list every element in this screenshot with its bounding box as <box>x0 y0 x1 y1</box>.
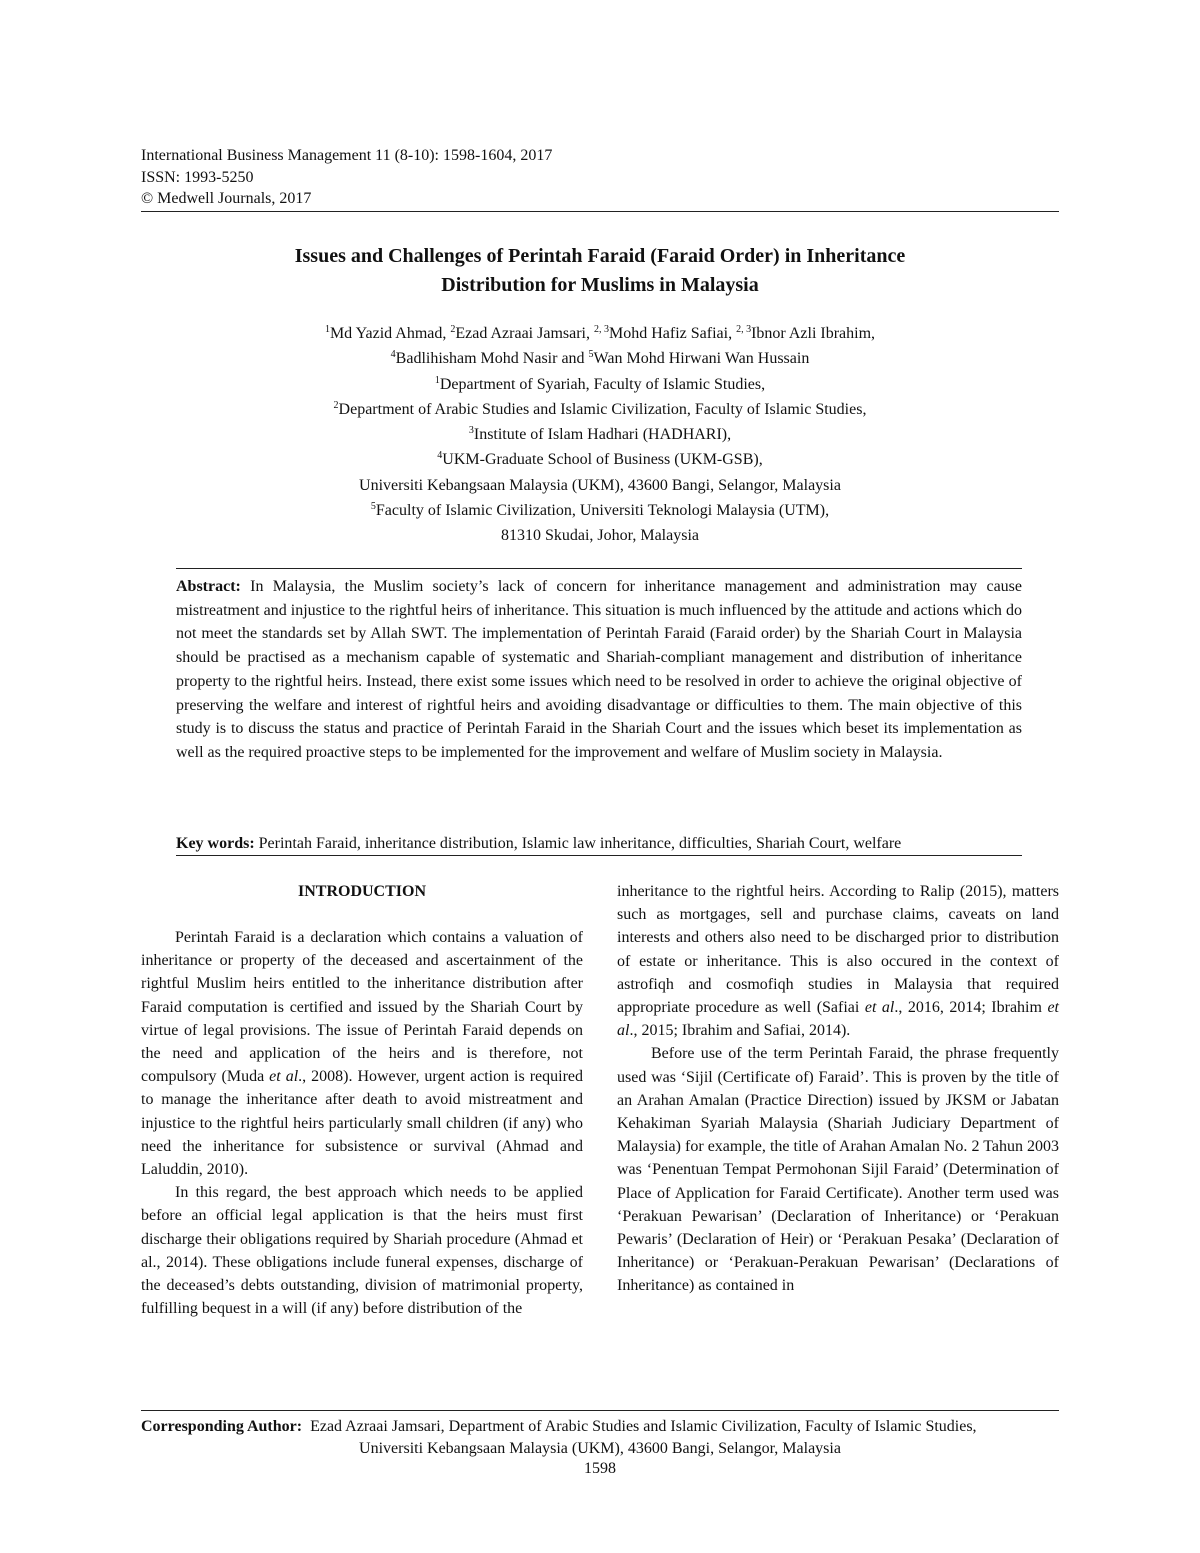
footer-line-2: Universiti Kebangsaan Malaysia (UKM), 43600 Bangi, Selangor, Malaysia <box>359 1440 841 1457</box>
author-name: Badlihisham Mohd Nasir and <box>395 350 589 368</box>
affil-text: UKM-Graduate School of Business (UKM-GSB), <box>442 451 763 469</box>
intro-paragraph-2: In this regard, the best approach which needs to be applied before an official legal application is that the heirs must first discharge their obligations required by Shariah procedure (Ahmad et al., 2014). These obligations include funeral expenses, discharge of the deceased’s debts outstanding, division of matrimonial property, fulfilling bequest in a will (if any) before distribution of the <box>141 1184 583 1318</box>
author-sup: 2, 3 <box>736 324 752 335</box>
footer-rule <box>141 1410 1059 1411</box>
text-run: Perintah Faraid is a declaration which contains a valuation of inheritance or property of the deceased and ascertainment of the rightful Muslim heirs entitled to the inheritance distribution after Faraid computation is certified and issued by the Shariah Court by virtue of legal provisions. The issue of Perintah Faraid depends on the need and application of the heirs and is therefore, not compulsory (Muda <box>141 929 583 1086</box>
right-column <box>617 880 1059 1298</box>
author-sup: 5 <box>588 349 594 361</box>
text-run: ., 2016, 2014; Ibrahim <box>894 999 1048 1017</box>
affil-sup: 4 <box>437 450 443 462</box>
affiliation-5 <box>150 498 1050 523</box>
journal-copyright: © Medwell Journals, 2017 <box>141 190 312 207</box>
keywords-label: Key words: <box>176 835 255 852</box>
author-name: Mohd Hafiz Safiai, <box>609 325 737 342</box>
abstract-top-rule <box>176 568 1022 569</box>
author-name: Wan Mohd Hirwani Wan Hussain <box>593 350 810 368</box>
corresponding-author <box>141 1416 1059 1460</box>
author-sup: 2, 3 <box>594 324 609 335</box>
section-heading-introduction: INTRODUCTION <box>297 883 426 900</box>
author-block <box>150 321 1050 549</box>
corresponding-author-label: Corresponding Author: <box>141 1418 303 1435</box>
affiliation-4 <box>150 447 1050 472</box>
affil-sup: 5 <box>370 501 376 513</box>
affiliation-address: 81310 Skudai, Johor, Malaysia <box>500 527 699 545</box>
intro-paragraph-1 <box>141 926 583 1181</box>
author-sup: 4 <box>390 349 396 361</box>
journal-header <box>141 145 552 210</box>
authors-line-2 <box>150 346 1050 371</box>
page-number: 1598 <box>584 1460 616 1477</box>
keywords-text: Perintah Faraid, inheritance distribution, Islamic law inheritance, difficulties, Shariah Court, welfare <box>254 835 902 852</box>
footer-line-1 <box>141 1416 1059 1438</box>
text-run-italic: et al <box>617 999 1059 1040</box>
text-run: ., 2008). However, urgent action is required to manage the inheritance after death to avoid mistreatment and injustice to the rightful heirs particularly small children (if any) who need the inheritance for subsistence or survival (Ahmad and Laluddin, 2010). <box>141 1068 584 1179</box>
paper-title <box>150 242 1050 300</box>
abstract-text: In Malaysia, the Muslim society’s lack of concern for inheritance management and administration may cause mistreatment and injustice to the rightful heirs of inheritance. This situation is much influenced by the attitude and actions which do not meet the standards set by Allah SWT. The implementation of Perintah Faraid (Faraid order) by the Shariah Court in Malaysia should be practised as a mechanism capable of systematic and Shariah-compliant management and distribution of inheritance property to the rightful heirs. Instead, there exist some issues which need to be resolved in order to achieve the original objective of preserving the welfare and interest of rightful heirs and avoiding disadvantage or difficulties to them. The main objective of this study is to discuss the status and practice of Perintah Faraid in the Shariah Court and the issues which beset its implementation as well as the required proactive steps to be implemented for the improvement and welfare of Muslim society in Malaysia. <box>176 578 1022 761</box>
affil-text: Department of Syariah, Faculty of Islamic Studies, <box>439 375 766 393</box>
abstract-label: Abstract: <box>176 578 241 595</box>
affil-sup: 3 <box>468 425 474 437</box>
journal-issn: ISSN: 1993-5250 <box>141 168 254 186</box>
intro-paragraph-3 <box>617 880 1059 1042</box>
text-run: inheritance to the rightful heirs. According to Ralip (2015), matters such as mortgages, sell and purchase claims, caveats on land interests and others also need to be discharged prior to distribution of estate or inheritance. This is also occured in the context of astrofiqh and cosmofiqh studies in Malaysia that required appropriate procedure as well (Safiai <box>617 883 1059 1017</box>
text-run-italic: et al <box>864 999 895 1017</box>
affil-text: Faculty of Islamic Civilization, Universiti Teknologi Malaysia (UTM), <box>375 502 830 520</box>
affil-text: Institute of Islam Hadhari (HADHARI), <box>473 426 732 444</box>
title-line-1: Issues and Challenges of Perintah Faraid (Faraid Order) in Inheritance <box>294 245 906 267</box>
affiliation-university: Universiti Kebangsaan Malaysia (UKM), 43600 Bangi, Selangor, Malaysia <box>359 476 841 494</box>
keywords <box>176 834 1036 854</box>
corresponding-author-text: Ezad Azraai Jamsari, Department of Arabic Studies and Islamic Civilization, Faculty of Islamic Studies, <box>302 1418 977 1435</box>
authors-line-1 <box>150 321 1050 346</box>
affil-sup: 1 <box>434 374 440 386</box>
affiliation-1 <box>150 372 1050 397</box>
header-rule <box>141 211 1059 212</box>
author-sup: 1 <box>324 324 330 335</box>
journal-citation: International Business Management 11 (8-10): 1598-1604, 2017 <box>141 147 553 164</box>
text-run: ., 2015; Ibrahim and Safiai, 2014). <box>629 1022 851 1040</box>
affil-sup: 2 <box>333 399 339 411</box>
author-sup: 2 <box>450 324 456 335</box>
author-name: Ibnor Azli Ibrahim, <box>751 325 876 342</box>
affil-text: Department of Arabic Studies and Islamic Civilization, Faculty of Islamic Studies, <box>338 400 867 418</box>
abstract <box>176 575 1022 765</box>
author-name: Ezad Azraai Jamsari, <box>455 325 594 342</box>
keywords-rule <box>176 855 1022 856</box>
title-line-2: Distribution for Muslims in Malaysia <box>441 274 759 296</box>
text-run-italic: et al <box>269 1068 299 1086</box>
affiliation-3 <box>150 422 1050 447</box>
author-name: Md Yazid Ahmad, <box>329 325 451 342</box>
intro-paragraph-4: Before use of the term Perintah Faraid, the phrase frequently used was ‘Sijil (Certificate of) Faraid’. This is proven by the title of an Arahan Amalan (Practice Direction) issued by JKSM or Jabatan Kehakiman Syariah Malaysia (Shariah Judiciary Department of Malaysia) for example, the title of Arahan Amalan No. 2 Tahun 2003 was ‘Penentuan Tempat Permohonan Sijil Faraid’ (Determination of Place of Application for Faraid Certificate). Another term used was ‘Perakuan Pewarisan’ (Declaration of Inheritance) or ‘Perakuan Pewaris’ (Declaration of Heir) or ‘Perakuan Pesaka’ (Declaration of Inheritance) or ‘Perakuan-Perakuan Pewarisan’ (Declarations of Inheritance) as contained in <box>617 1045 1059 1295</box>
left-column <box>141 880 583 1320</box>
affiliation-2 <box>150 397 1050 422</box>
